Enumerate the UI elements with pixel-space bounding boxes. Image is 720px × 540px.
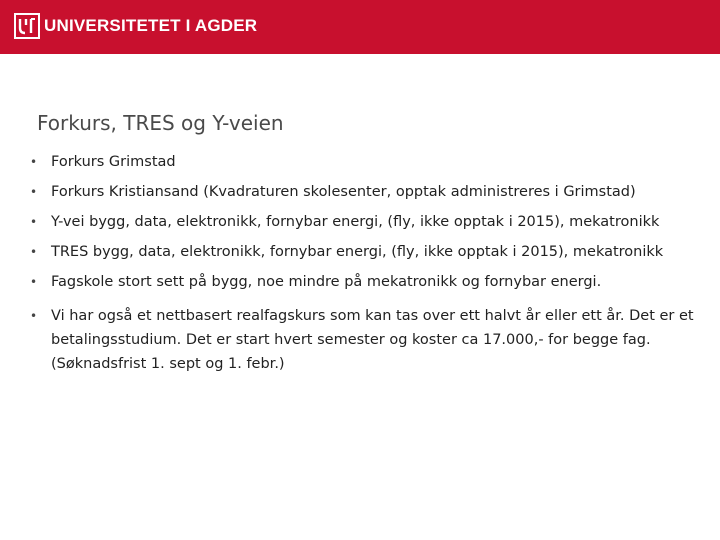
bullet-item: • Forkurs Kristiansand (Kvadraturen skolesenter, opptak administreres i Grimstad) [28,180,708,204]
bullet-list [28,150,708,382]
header-bar [0,0,720,54]
bullet-item: • TRES bygg, data, elektronikk, fornybar energi, (fly, ikke opptak i 2015), mekatronikk [28,240,708,264]
slide-title: Forkurs, TRES og Y-veien [37,111,284,135]
logo-text: UNIVERSITETET I AGDER [44,16,258,35]
bullet-item: • Vi har også et nettbasert realfagskurs som kan tas over ett halvt år eller ett år. Det er et betalingsstudium. Det er start hvert semester og koster ca 17.000,- for begge fag. (Søknadsfrist 1. sept og 1. febr.) [28,304,708,376]
bullet-item: • Y-vei bygg, data, elektronikk, fornybar energi, (fly, ikke opptak i 2015), mekatronikk [28,210,708,234]
bullet-item: • Fagskole stort sett på bygg, noe mindre på mekatronikk og fornybar energi. [28,270,708,294]
uia-logo-icon [14,13,40,39]
bullet-item: • Forkurs Grimstad [28,150,708,174]
